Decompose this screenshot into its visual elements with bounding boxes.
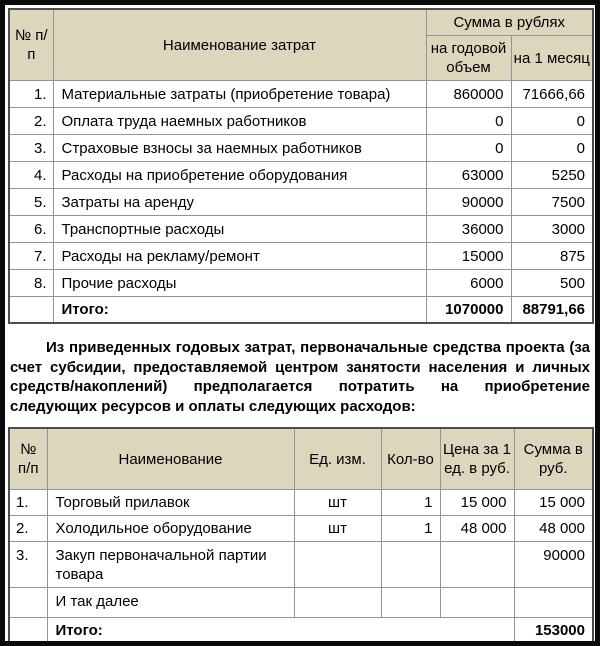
table-row xyxy=(9,189,593,216)
item-quantity xyxy=(381,542,440,588)
table-row xyxy=(9,516,593,542)
col-header-annual: на годовой объем xyxy=(426,36,511,81)
monthly-value: 71666,66 xyxy=(511,81,593,108)
total-row xyxy=(9,297,593,324)
monthly-value: 0 xyxy=(511,108,593,135)
table-row xyxy=(9,270,593,297)
col-header-number: № п/п xyxy=(9,9,53,81)
monthly-value: 5250 xyxy=(511,162,593,189)
item-name: И так далее xyxy=(47,588,294,618)
monthly-value: 875 xyxy=(511,243,593,270)
col-header-item-name: Наименование xyxy=(47,428,294,490)
item-quantity xyxy=(381,588,440,618)
table-row xyxy=(9,490,593,516)
col-header-sum: Сумма в руб. xyxy=(514,428,593,490)
total-label: Итого: xyxy=(47,618,514,645)
startup-purchases-table xyxy=(8,427,594,645)
row-number: 4. xyxy=(9,162,53,189)
annual-value: 63000 xyxy=(426,162,511,189)
item-sum xyxy=(514,588,593,618)
row-number: 2. xyxy=(9,516,47,542)
row-number: 3. xyxy=(9,542,47,588)
item-name: Торговый прилавок xyxy=(47,490,294,516)
item-unit-price xyxy=(440,588,514,618)
cost-name: Затраты на аренду xyxy=(53,189,426,216)
table-row xyxy=(9,588,593,618)
total-number-cell xyxy=(9,297,53,324)
table-row xyxy=(9,162,593,189)
col-header-cost-name: Наименование затрат xyxy=(53,9,426,81)
annual-value: 0 xyxy=(426,135,511,162)
cost-name: Прочие расходы xyxy=(53,270,426,297)
item-unit-price: 48 000 xyxy=(440,516,514,542)
annual-value: 860000 xyxy=(426,81,511,108)
annual-value: 36000 xyxy=(426,216,511,243)
row-number: 1. xyxy=(9,81,53,108)
col-header-monthly: на 1 месяц xyxy=(511,36,593,81)
cost-name: Расходы на рекламу/ремонт xyxy=(53,243,426,270)
purchases-header-row xyxy=(9,428,593,490)
cost-name: Расходы на приобретение оборудования xyxy=(53,162,426,189)
table-row xyxy=(9,243,593,270)
total-label: Итого: xyxy=(53,297,426,324)
col-header-quantity: Кол-во xyxy=(381,428,440,490)
monthly-value: 7500 xyxy=(511,189,593,216)
col-header-unit-price: Цена за 1 ед. в руб. xyxy=(440,428,514,490)
annual-costs-header-row-1 xyxy=(9,9,593,36)
item-quantity: 1 xyxy=(381,490,440,516)
annual-value: 90000 xyxy=(426,189,511,216)
item-name: Холодильное оборудование xyxy=(47,516,294,542)
item-sum: 15 000 xyxy=(514,490,593,516)
total-annual-value: 1070000 xyxy=(426,297,511,324)
col-header-unit: Ед. изм. xyxy=(294,428,381,490)
cost-name: Страховые взносы за наемных работников xyxy=(53,135,426,162)
table-row xyxy=(9,135,593,162)
row-number xyxy=(9,588,47,618)
item-unit-price xyxy=(440,542,514,588)
item-unit xyxy=(294,588,381,618)
cost-name: Транспортные расходы xyxy=(53,216,426,243)
annual-value: 0 xyxy=(426,108,511,135)
annual-costs-table xyxy=(8,8,594,324)
table-row xyxy=(9,81,593,108)
col-header-sum-group: Сумма в рублях xyxy=(426,9,593,36)
row-number: 6. xyxy=(9,216,53,243)
item-unit xyxy=(294,542,381,588)
table-row xyxy=(9,216,593,243)
row-number: 7. xyxy=(9,243,53,270)
total-number-cell xyxy=(9,618,47,645)
item-unit-price: 15 000 xyxy=(440,490,514,516)
item-unit: шт xyxy=(294,516,381,542)
row-number: 3. xyxy=(9,135,53,162)
row-number: 1. xyxy=(9,490,47,516)
item-sum: 48 000 xyxy=(514,516,593,542)
cost-name: Оплата труда наемных работников xyxy=(53,108,426,135)
item-name: Закуп первоначальной партии товара xyxy=(47,542,294,588)
row-number: 8. xyxy=(9,270,53,297)
item-sum: 90000 xyxy=(514,542,593,588)
intro-paragraph: Из приведенных годовых затрат, первоначальные средства проекта (за счет субсидии, предоставляемой центром занятости населения и личных средств/накоплений) предполагается потратить на приобретение следующих ресурсов и оплаты следующих расходов: xyxy=(10,339,590,415)
total-monthly-value: 88791,66 xyxy=(511,297,593,324)
row-number: 2. xyxy=(9,108,53,135)
item-quantity: 1 xyxy=(381,516,440,542)
total-sum-value: 153000 xyxy=(514,618,593,645)
monthly-value: 3000 xyxy=(511,216,593,243)
col-header-number: № п/п xyxy=(9,428,47,490)
row-number: 5. xyxy=(9,189,53,216)
annual-value: 15000 xyxy=(426,243,511,270)
item-unit: шт xyxy=(294,490,381,516)
table-row xyxy=(9,108,593,135)
table-row xyxy=(9,542,593,588)
monthly-value: 0 xyxy=(511,135,593,162)
annual-value: 6000 xyxy=(426,270,511,297)
cost-name: Материальные затраты (приобретение товара) xyxy=(53,81,426,108)
total-row xyxy=(9,618,593,645)
monthly-value: 500 xyxy=(511,270,593,297)
